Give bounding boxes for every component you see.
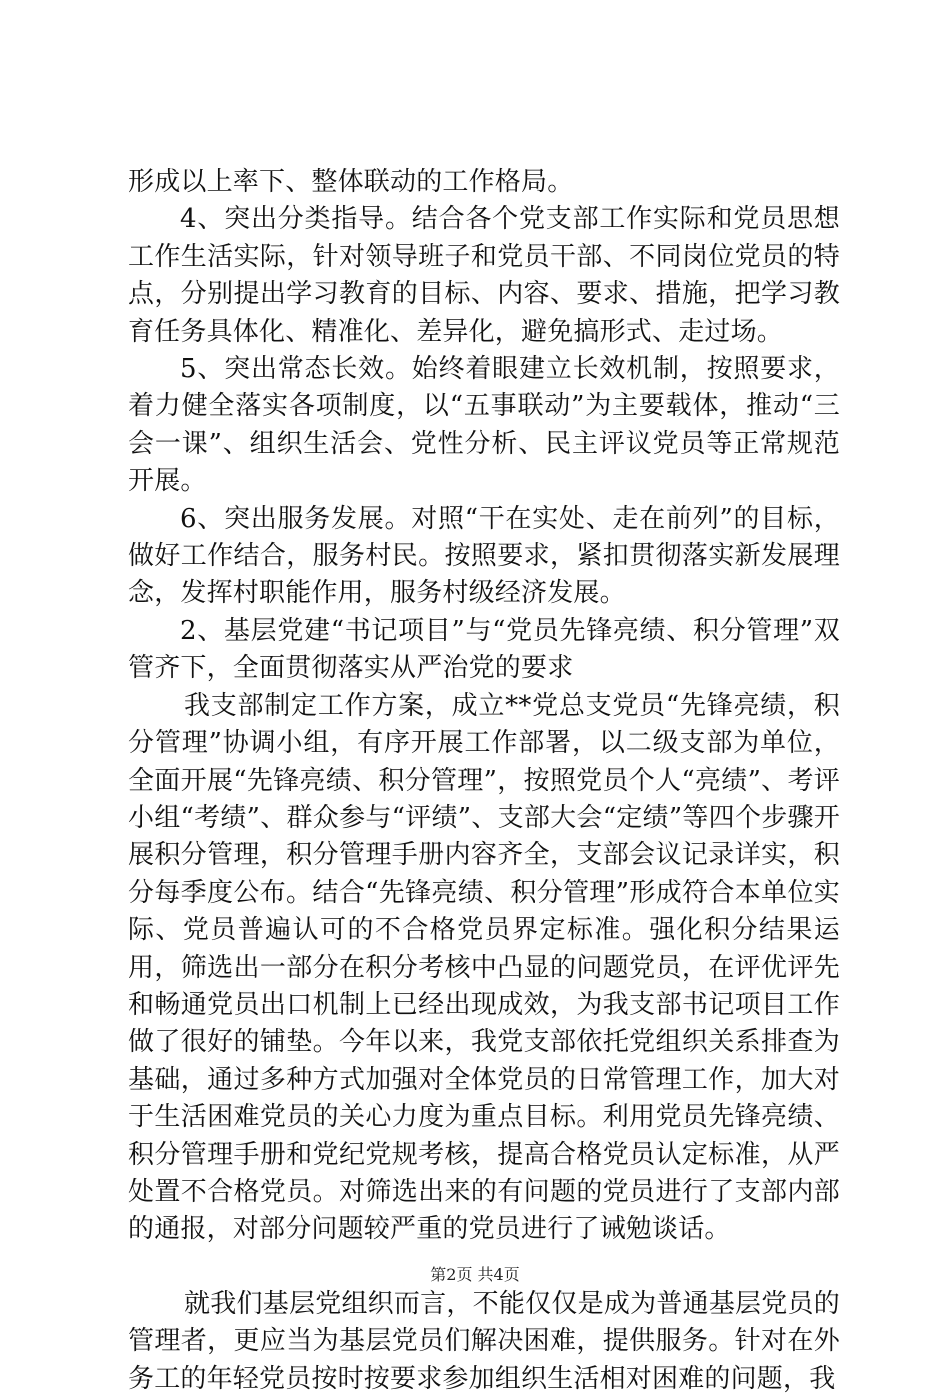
page-number-footer: 第2页 共4页: [430, 1265, 520, 1284]
paragraph-item-4: 4、突出分类指导。结合各个党支部工作实际和党员思想工作生活实际，针对领导班子和党员干部、不同岗位党员的特点，分别提出学习教育的目标、内容、要求、措施，把学习教育任务具体化、精准化、差异化，避免搞形式、走过场。: [128, 204, 840, 347]
section-heading-2: 2、基层党建“书记项目”与“党员先锋亮绩、积分管理”双管齐下，全面贯彻落实从严治党的要求: [128, 615, 840, 684]
paragraph-grassroots: 就我们基层党组织而言，不能仅仅是成为普通基层党员的管理者，更应当为基层党员们解决困难，提供服务。针对在外务工的年轻党员按时按要求参加组织生活相对困难的问题，我: [128, 1288, 840, 1394]
paragraph-item-5: 5、突出常态长效。始终着眼建立长效机制，按照要求，着力健全落实各项制度，以“五事联动”为主要载体，推动“三会一课”、组织生活会、党性分析、民主评议党员等正常规范开展。: [128, 354, 840, 497]
document-body: [128, 164, 840, 1398]
paragraph-item-6: 6、突出服务发展。对照“干在实处、走在前列”的目标，做好工作结合，服务村民。按照要求，紧扣贯彻落实新发展理念，发挥村职能作用，服务村级经济发展。: [128, 503, 840, 609]
paragraph-continuation: 形成以上率下、整体联动的工作格局。: [128, 167, 574, 197]
paragraph-branch-plan: 我支部制定工作方案，成立**党总支党员“先锋亮绩，积分管理”协调小组，有序开展工作部署，以二级支部为单位，全面开展“先锋亮绩、积分管理”，按照党员个人“亮绩”、考评小组“考绩”、群众参与“评绩”、支部大会“定绩”等四个步骤开展积分管理，积分管理手册内容齐全，支部会议记录详实，积分每季度公布。结合“先锋亮绩、积分管理”形成符合本单位实际、党员普遍认可的不合格党员界定标准。强化积分结果运用，筛选出一部分在积分考核中凸显的问题党员，在评优评先和畅通党员出口机制上已经出现成效，为我支部书记项目工作做了很好的铺垫。今年以来，我党支部依托党组织关系排查为基础，通过多种方式加强对全体党员的日常管理工作，加大对于生活困难党员的关心力度为重点目标。利用党员先锋亮绩、积分管理手册和党纪党规考核，提高合格党员认定标准，从严处置不合格党员。对筛选出来的有问题的党员进行了支部内部的通报，对部分问题较严重的党员进行了诫勉谈话。: [128, 690, 840, 1245]
